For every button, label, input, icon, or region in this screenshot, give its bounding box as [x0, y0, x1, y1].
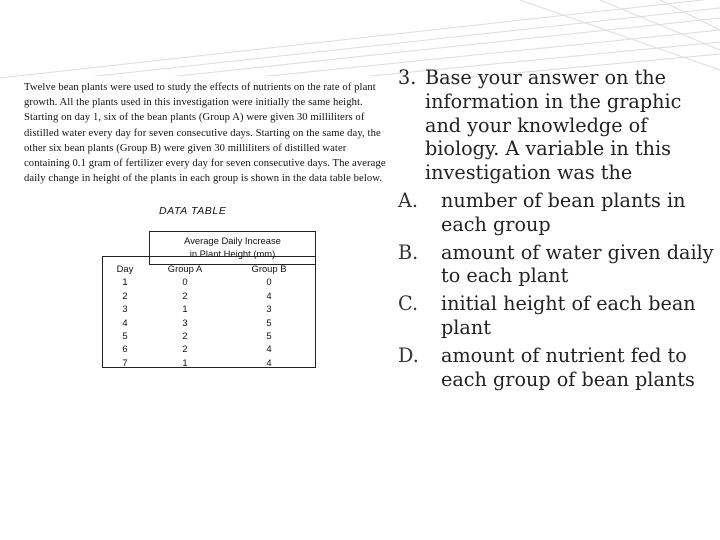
option-text: initial height of each bean plant [441, 292, 696, 339]
group-b-column [239, 262, 299, 369]
column-header-day: Day [116, 263, 134, 274]
question-stem-text: Base your answer on the information in the graphic and your knowledge of biology. A variable in this investigation was the [425, 66, 682, 185]
passage-text: Twelve bean plants were used to study the effects of nutrients on the rate of plant growth. All the plants used in this investigation were initially the same height. Starting on day 1, six of the bean plants (Group A) were given 30 milliliters of distilled water every day for seven consecutive days. Starting on the same day, the other six bean plants (Group B) were given 30 milliliters of distilled water containing 0.1 gram of fertilizer every day for seven consecutive days. The average daily change in height of the plants in each group is shown in the data table below. [24, 82, 386, 185]
table-cell: 4 [266, 289, 272, 301]
question-stem [398, 66, 716, 185]
table-cell: 4 [266, 356, 272, 368]
table-cell: 2 [182, 330, 188, 342]
table-cell: 2 [182, 289, 188, 301]
table-cell: 4 [122, 316, 128, 328]
table-heading [149, 234, 316, 247]
table-cell: 0 [182, 276, 188, 288]
table-heading-line-1: Average Daily Increase [184, 235, 281, 246]
day-column [102, 262, 148, 369]
option-letter: A. [398, 188, 418, 212]
option-letter: C. [398, 292, 419, 316]
question-number: 3. [398, 66, 417, 89]
table-heading-line-2: in Plant Height (mm) [189, 248, 276, 259]
table-cell: 0 [266, 276, 272, 288]
column-header-group-b: Group B [251, 263, 287, 274]
passage-panel [18, 76, 396, 374]
data-table-title: DATA TABLE [159, 205, 227, 217]
table-cell: 5 [266, 330, 272, 342]
table-cell: 7 [122, 356, 128, 368]
column-header-group-a: Group A [167, 263, 203, 274]
option-letter: B. [398, 240, 419, 264]
table-cell: 5 [122, 330, 128, 342]
question-block [398, 66, 716, 391]
answer-option-b[interactable] [398, 241, 716, 289]
table-cell: 4 [266, 343, 272, 355]
table-cell: 1 [182, 303, 188, 315]
option-text: amount of water given daily to each plant [441, 240, 714, 288]
answer-option-d[interactable] [398, 344, 716, 392]
table-cell: 3 [182, 316, 188, 328]
table-cell: 5 [266, 316, 272, 328]
table-cell: 3 [266, 303, 272, 315]
table-cell: 1 [122, 276, 128, 288]
table-cell: 6 [122, 343, 128, 355]
answer-option-c[interactable] [398, 292, 716, 340]
group-a-column [155, 262, 215, 369]
answer-option-a[interactable] [398, 189, 716, 237]
table-cell: 2 [182, 343, 188, 355]
option-letter: D. [398, 343, 419, 367]
table-cell: 3 [122, 303, 128, 315]
option-text: amount of nutrient fed to each group of bean plants [441, 343, 695, 391]
option-text: number of bean plants in each group [441, 188, 686, 236]
table-cell: 2 [122, 289, 128, 301]
table-cell: 1 [182, 356, 188, 368]
